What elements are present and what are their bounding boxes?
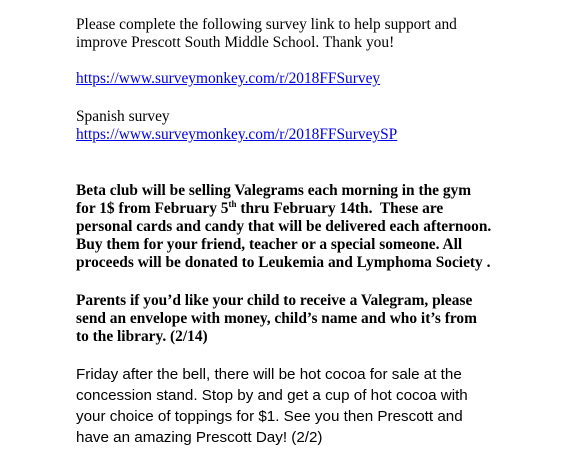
- spanish-survey-label: Spanish survey: [76, 108, 170, 125]
- beta-club-line-2: [76, 200, 491, 218]
- cocoa-line-3: your choice of toppings for $1. See you then Prescott and: [76, 408, 463, 425]
- cocoa-line-2: concession stand. Stop by and get a cup of hot cocoa with: [76, 387, 468, 404]
- cocoa-line-4: have an amazing Prescott Day! (2/2): [76, 429, 323, 446]
- parents-line-2: send an envelope with money, child’s name and who it’s from: [76, 310, 477, 327]
- spanish-survey-link[interactable]: https://www.surveymonkey.com/r/2018FFSurveySP: [76, 126, 398, 143]
- parents-line-1: Parents if you’d like your child to receive a Valegram, please: [76, 292, 473, 309]
- beta-club-line-2-start: for 1$ from February 5: [76, 200, 229, 217]
- date-ordinal-suffix: th: [228, 198, 237, 209]
- survey-intro-line-2: improve Prescott South Middle School. Thank you!: [76, 34, 395, 51]
- beta-club-line-4: Buy them for your friend, teacher or a special someone. All: [76, 236, 463, 253]
- english-survey-link[interactable]: https://www.surveymonkey.com/r/2018FFSurvey: [76, 70, 381, 87]
- survey-section: [76, 16, 457, 52]
- parents-line-3: to the library. (2/14): [76, 328, 208, 345]
- beta-club-line-2-end: thru February 14th. These are: [236, 200, 444, 217]
- cocoa-line-1: Friday after the bell, there will be hot cocoa for sale at the: [76, 366, 462, 383]
- beta-club-line-5: proceeds will be donated to Leukemia and Lymphoma Society .: [76, 254, 491, 271]
- survey-intro-line-1: Please complete the following survey link to help support and: [76, 16, 457, 33]
- beta-club-section: [76, 182, 491, 272]
- beta-club-line-3: personal cards and candy that will be delivered each afternoon.: [76, 218, 492, 235]
- parents-section: [76, 292, 477, 346]
- beta-club-line-1: Beta club will be selling Valegrams each morning in the gym: [76, 182, 472, 199]
- hot-cocoa-section: [76, 364, 468, 448]
